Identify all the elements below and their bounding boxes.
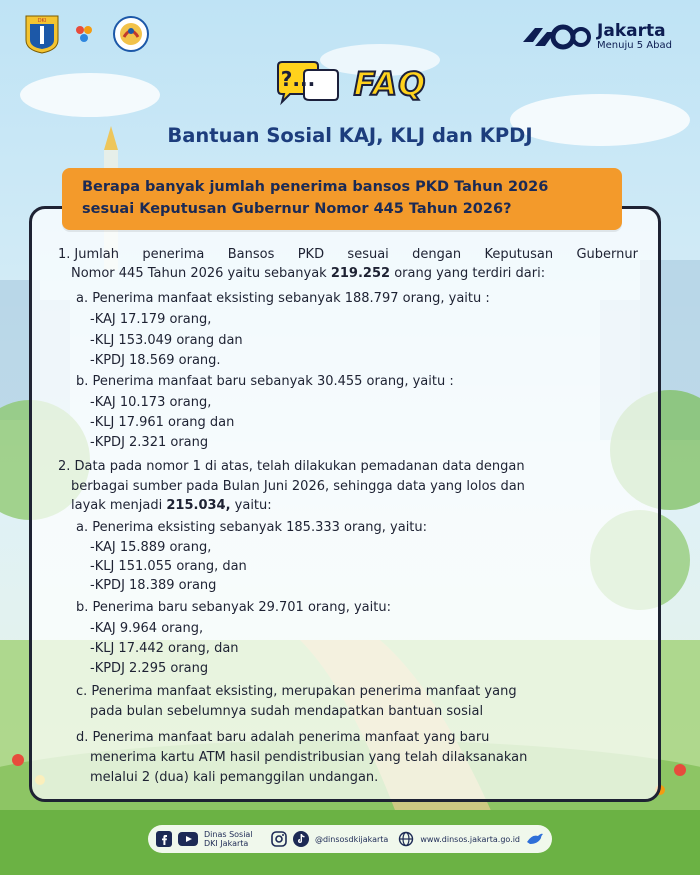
- globe-icon[interactable]: [398, 831, 414, 847]
- text: orang yang terdiri dari:: [390, 266, 546, 281]
- answer-1-number: 1.: [58, 247, 71, 262]
- tiktok-icon[interactable]: [293, 831, 309, 847]
- answer-2d-line-2: menerima kartu ATM hasil pendistribusian yang telah dilaksanakan: [90, 750, 528, 765]
- youtube-icon[interactable]: [178, 832, 198, 846]
- answer-2d-line-1: d. Penerima manfaat baru adalah penerima manfaat yang baru: [76, 730, 490, 745]
- jakarta-500-brand: [521, 22, 672, 52]
- answer-1-justified: [74, 246, 638, 264]
- svg-text:?...: ?...: [280, 67, 315, 91]
- answer-1a-kaj: -KAJ 17.179 orang,: [90, 312, 212, 327]
- answer-2a-klj: -KLJ 151.055 orang, dan: [90, 559, 247, 574]
- answer-1-line-2: [71, 265, 545, 283]
- facebook-icon[interactable]: [156, 831, 172, 847]
- answer-2b-kaj: -KAJ 9.964 orang,: [90, 621, 204, 636]
- word: Bansos: [227, 247, 275, 262]
- question-box: [62, 168, 622, 230]
- brand-title: Jakarta: [597, 20, 666, 41]
- answer-2a-kpdj: -KPDJ 18.389 orang: [90, 578, 217, 593]
- answer-2b-kpdj: -KPDJ 2.295 orang: [90, 661, 209, 676]
- word: Jumlah: [74, 247, 119, 262]
- header-logos: [24, 14, 150, 54]
- word: dengan: [412, 247, 462, 262]
- eligible-recipients: 215.034,: [166, 498, 231, 513]
- answer-1-line-1: [58, 246, 638, 264]
- dinsos-emblem-logo: [112, 15, 150, 53]
- faq-heading: [0, 60, 700, 108]
- word: Gubernur: [576, 247, 638, 262]
- speech-bubble-icon: [274, 60, 340, 108]
- dove-icon: [526, 832, 544, 846]
- word: penerima: [142, 247, 205, 262]
- text: yaitu:: [230, 498, 272, 513]
- word: sesuai: [347, 247, 389, 262]
- answer-2c-line-1: c. Penerima manfaat eksisting, merupakan penerima manfaat yang: [76, 684, 517, 699]
- answer-1a-kpdj: -KPDJ 18.569 orang.: [90, 353, 221, 368]
- word: Keputusan: [484, 247, 554, 262]
- page-title: Bantuan Sosial KAJ, KLJ dan KPDJ: [167, 124, 533, 147]
- plus-jakarta-logo: [74, 22, 98, 46]
- faq-title: FAQ: [353, 65, 427, 103]
- text: Nomor 445 Tahun 2026 yaitu sebanyak: [71, 266, 331, 281]
- answer-1b-kaj: -KAJ 10.173 orang,: [90, 395, 212, 410]
- answer-2a-kaj: -KAJ 15.889 orang,: [90, 540, 212, 555]
- brand-subtitle: Menuju 5 Abad: [597, 39, 672, 51]
- total-recipients: 219.252: [330, 266, 391, 281]
- footer-handle[interactable]: @dinsosdkijakarta: [314, 834, 389, 844]
- question-line-1: Berapa banyak jumlah penerima bansos PKD Tahun 2026: [82, 179, 549, 195]
- footer-dinas-text[interactable]: Dinas Sosial DKI Jakarta: [204, 830, 253, 848]
- answer-2b-klj: -KLJ 17.442 orang, dan: [90, 641, 239, 656]
- answer-2d-line-3: melalui 2 (dua) kali pemanggilan undangan.: [90, 770, 379, 785]
- svg-text:DKI: DKI: [37, 18, 47, 24]
- answer-1a-klj: -KLJ 153.049 orang dan: [90, 333, 243, 348]
- answer-2-line-2: berbagai sumber pada Bulan Juni 2026, sehingga data yang lolos dan: [71, 479, 525, 494]
- instagram-icon[interactable]: [271, 831, 287, 847]
- question-line-2: sesuai Keputusan Gubernur Nomor 445 Tahun 2026?: [82, 201, 512, 217]
- word: PKD: [297, 247, 325, 262]
- answer-1b-kpdj: -KPDJ 2.321 orang: [90, 435, 209, 450]
- answer-1b: b. Penerima manfaat baru sebanyak 30.455 orang, yaitu :: [76, 374, 454, 389]
- footer-bar: [148, 825, 552, 853]
- answer-2c-line-2: pada bulan sebelumnya sudah mendapatkan bantuan sosial: [90, 704, 484, 719]
- text: layak menjadi: [71, 498, 167, 513]
- jakarta-500-logo-icon: [521, 22, 591, 52]
- answer-1b-klj: -KLJ 17.961 orang dan: [90, 415, 235, 430]
- answer-2b: b. Penerima baru sebanyak 29.701 orang, yaitu:: [76, 600, 391, 615]
- footer-website[interactable]: www.dinsos.jakarta.go.id: [420, 834, 520, 844]
- dki-jakarta-logo: [24, 14, 60, 54]
- answer-2a: a. Penerima eksisting sebanyak 185.333 orang, yaitu:: [76, 520, 428, 535]
- answer-1a: a. Penerima manfaat eksisting sebanyak 188.797 orang, yaitu :: [76, 291, 490, 306]
- answer-2-line-3: [71, 497, 272, 515]
- answer-2-line-1: 2. Data pada nomor 1 di atas, telah dilakukan pemadanan data dengan: [58, 459, 525, 474]
